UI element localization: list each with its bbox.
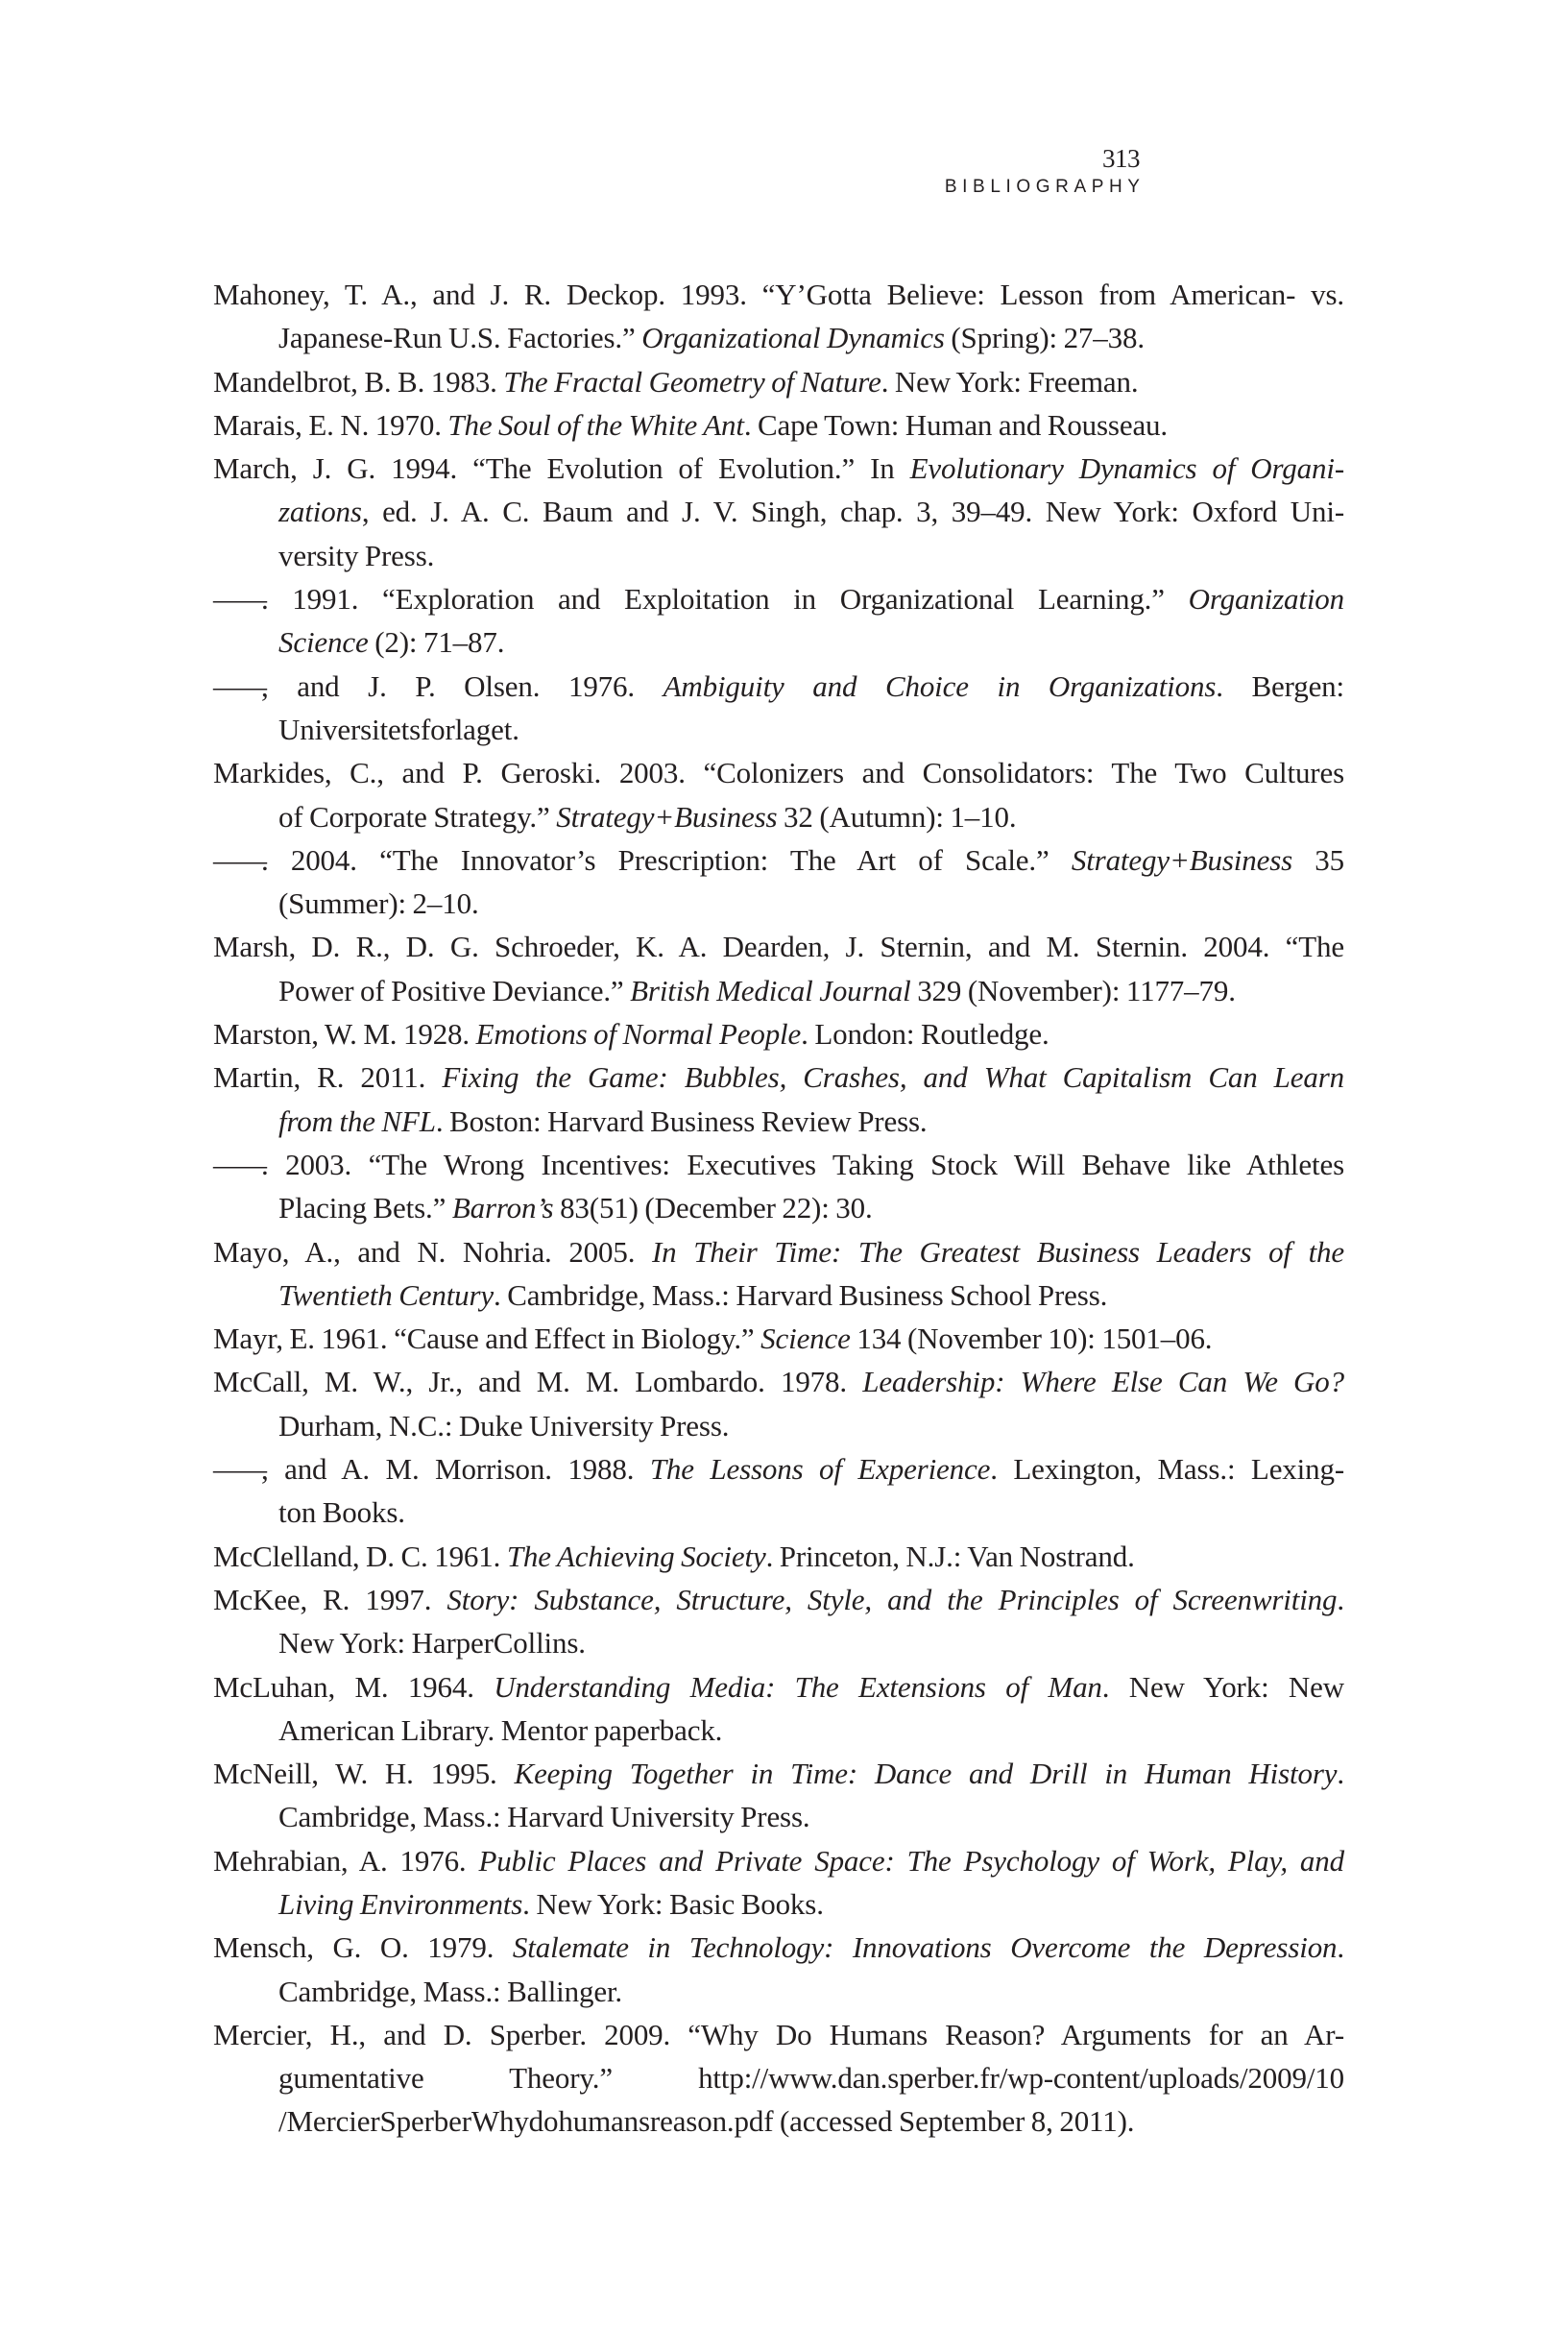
- entry-line: [213, 1012, 1344, 1055]
- entry-line: [213, 620, 1344, 664]
- title-italic: Strategy+Business: [556, 799, 778, 834]
- citation-text: Mayr, E. 1961. “Cause and Effect in Biology.”: [213, 1321, 761, 1356]
- entry-line: [213, 534, 1344, 577]
- citation-text: .: [1337, 1930, 1345, 1965]
- citation-text: Placing Bets.”: [278, 1191, 452, 1225]
- title-italic: Story: Substance, Structure, Style, and the Principles of Screenwriting: [446, 1582, 1338, 1616]
- entry-line: [213, 1100, 1344, 1143]
- bibliography-entry: [213, 1752, 1344, 1839]
- title-italic: Science: [760, 1321, 851, 1356]
- entry-line: [213, 1926, 1344, 1969]
- entry-line: [213, 708, 1344, 751]
- citation-text: .: [1337, 1582, 1344, 1616]
- page-number: 313: [1102, 144, 1140, 173]
- repeat-author-dash: ——: [213, 1452, 261, 1487]
- citation-text: Martin, R. 2011.: [213, 1060, 443, 1095]
- title-italic: Ambiguity and Choice in Organizations: [663, 668, 1217, 703]
- citation-text: . Cape Town: Human and Rousseau.: [743, 407, 1169, 442]
- citation-text: McNeill, W. H. 1995.: [213, 1757, 515, 1791]
- citation-text: Marsh, D. R., D. G. Schroeder, K. A. Dearden, J. Sternin, and M. Sternin. 2004. “The: [213, 930, 1344, 964]
- title-italic: Fixing the Game: Bubbles, Crashes, and What Capitalism Can Learn: [442, 1060, 1344, 1095]
- title-italic: Organization: [1188, 582, 1344, 617]
- entry-line: [213, 2013, 1344, 2056]
- citation-text: . 2003. “The Wrong Incentives: Executives Taking Stock Will Behave like Athletes: [261, 1147, 1344, 1181]
- entry-line: [213, 1491, 1344, 1534]
- entry-line: [213, 665, 1344, 708]
- bibliography-entry: [213, 1926, 1344, 2013]
- citation-text: . Boston: Harvard Business Review Press.: [435, 1103, 928, 1138]
- citation-text: Marais, E. N. 1970.: [213, 407, 448, 442]
- entry-line: [213, 1621, 1344, 1664]
- citation-text: /MercierSperberWhydohumansreason.pdf (accessed September 8, 2011).: [278, 2104, 1135, 2139]
- bibliography-entry: [213, 1447, 1344, 1535]
- bibliography-entry: [213, 838, 1344, 926]
- citation-text: versity Press.: [278, 538, 435, 572]
- bibliography-entry: [213, 1317, 1344, 1360]
- entry-line: [213, 490, 1344, 533]
- entry-line: [213, 1230, 1344, 1273]
- citation-text: McLuhan, M. 1964.: [213, 1669, 495, 1704]
- citation-text: . Bergen:: [1216, 668, 1344, 703]
- citation-text: , and J. P. Olsen. 1976.: [261, 668, 663, 703]
- entry-line: [213, 1447, 1344, 1491]
- repeat-author-dash: ——: [213, 1147, 261, 1181]
- citation-text: of Corporate Strategy.”: [278, 799, 557, 834]
- citation-text: , and A. M. Morrison. 1988.: [261, 1452, 650, 1487]
- title-italic: The Achieving Society: [506, 1539, 766, 1573]
- citation-text: March, J. G. 1994. “The Evolution of Evolution.” In: [213, 451, 910, 486]
- citation-text: McClelland, D. C. 1961.: [213, 1539, 507, 1573]
- citation-text: , ed. J. A. C. Baum and J. V. Singh, chap. 3, 39–49. New York: Oxford Uni-: [361, 495, 1344, 529]
- entry-line: [213, 1882, 1344, 1926]
- citation-text: . New York: Basic Books.: [522, 1886, 824, 1921]
- bibliography-entry: [213, 751, 1344, 838]
- citation-text: . Lexington, Mass.: Lexing-: [990, 1452, 1344, 1487]
- title-italic: Understanding Media: The Extensions of Man: [494, 1669, 1102, 1704]
- entry-line: [213, 751, 1344, 794]
- citation-text: Japanese-Run U.S. Factories.”: [278, 321, 642, 355]
- entry-line: [213, 1360, 1344, 1403]
- entry-line: [213, 1273, 1344, 1317]
- entry-line: [213, 316, 1344, 359]
- repeat-author-dash: ——: [213, 582, 261, 617]
- bibliography-entry: [213, 1230, 1344, 1318]
- bibliography-entry: [213, 1578, 1344, 1665]
- entry-line: [213, 795, 1344, 838]
- entry-line: [213, 1055, 1344, 1099]
- title-italic: Stalemate in Technology: Innovations Overcome the Depression: [512, 1930, 1338, 1965]
- citation-text: Power of Positive Deviance.”: [278, 973, 631, 1007]
- citation-text: . Cambridge, Mass.: Harvard Business School Press.: [494, 1277, 1108, 1312]
- citation-text: (2): 71–87.: [368, 625, 505, 660]
- citation-text: . New York: New: [1101, 1669, 1344, 1704]
- entry-line: [213, 1404, 1344, 1447]
- bibliography-list: [213, 273, 1344, 2144]
- title-italic: British Medical Journal: [630, 973, 911, 1007]
- citation-text: McKee, R. 1997.: [213, 1582, 447, 1616]
- repeat-author-dash: ——: [213, 842, 261, 877]
- entry-line: [213, 1143, 1344, 1186]
- title-italic: Twentieth Century: [278, 1277, 495, 1312]
- citation-text: Mercier, H., and D. Sperber. 2009. “Why Do Humans Reason? Arguments for an Ar-: [213, 2017, 1344, 2051]
- bibliography-entry: [213, 925, 1344, 1012]
- bibliography-entry: [213, 1839, 1344, 1927]
- citation-text: Markides, C., and P. Geroski. 2003. “Colonizers and Consolidators: The Two Cultures: [213, 756, 1344, 790]
- title-italic: Public Places and Private Space: The Psychology of Work, Play, and: [478, 1843, 1344, 1878]
- title-italic: The Fractal Geometry of Nature: [503, 364, 881, 399]
- entry-line: [213, 1970, 1344, 2013]
- running-head: [944, 144, 1146, 198]
- citation-text: Mayo, A., and N. Nohria. 2005.: [213, 1234, 652, 1269]
- entry-line: [213, 1578, 1344, 1621]
- citation-text: . 1991. “Exploration and Exploitation in Organizational Learning.”: [261, 582, 1189, 617]
- bibliography-entry: [213, 1143, 1344, 1230]
- title-italic: The Soul of the White Ant: [447, 407, 744, 442]
- entry-line: [213, 969, 1344, 1012]
- bibliography-entry: [213, 1665, 1344, 1753]
- citation-text: (Spring): 27–38.: [944, 321, 1145, 355]
- bibliography-entry: [213, 360, 1344, 403]
- citation-text: . New York: Freeman.: [880, 364, 1139, 399]
- entry-line: [213, 360, 1344, 403]
- entry-line: [213, 1752, 1344, 1795]
- title-italic: Living Environments: [278, 1886, 523, 1921]
- citation-text: Mandelbrot, B. B. 1983.: [213, 364, 504, 399]
- citation-text: Universitetsforlaget.: [278, 712, 519, 746]
- citation-text: American Library. Mentor paperback.: [278, 1712, 723, 1747]
- title-italic: Organizational Dynamics: [641, 321, 945, 355]
- entry-line: [213, 882, 1344, 925]
- entry-line: [213, 447, 1344, 490]
- bibliography-entry: [213, 1012, 1344, 1055]
- bibliography-entry: [213, 2013, 1344, 2144]
- citation-text: 329 (November): 1177–79.: [910, 973, 1236, 1007]
- bibliography-entry: [213, 1360, 1344, 1447]
- title-italic: Keeping Together in Time: Dance and Drill in Human History: [514, 1757, 1338, 1791]
- title-italic: Barron’s: [451, 1191, 554, 1225]
- title-italic: Evolutionary Dynamics of Organi-: [909, 451, 1344, 486]
- citation-text: 83(51) (December 22): 30.: [553, 1191, 873, 1225]
- citation-text: Mensch, G. O. 1979.: [213, 1930, 513, 1965]
- entry-line: [213, 1709, 1344, 1752]
- citation-text: Cambridge, Mass.: Ballinger.: [278, 1974, 623, 2008]
- citation-text: Mehrabian, A. 1976.: [213, 1843, 479, 1878]
- citation-text: McCall, M. W., Jr., and M. M. Lombardo. 1978.: [213, 1365, 863, 1399]
- entry-line: [213, 403, 1344, 447]
- citation-text: 32 (Autumn): 1–10.: [777, 799, 1017, 834]
- entry-line: [213, 1795, 1344, 1838]
- bibliography-entry: [213, 273, 1344, 360]
- title-italic: from the NFL: [278, 1103, 436, 1138]
- citation-text: Mahoney, T. A., and J. R. Deckop. 1993. “Y’Gotta Believe: Lesson from American- vs.: [213, 278, 1344, 311]
- entry-line: [213, 2099, 1344, 2143]
- citation-text: 134 (November 10): 1501–06.: [850, 1321, 1213, 1356]
- title-italic: In Their Time: The Greatest Business Leaders of the: [652, 1234, 1344, 1269]
- entry-line: [213, 838, 1344, 882]
- title-italic: The Lessons of Experience: [649, 1452, 991, 1487]
- bibliography-entry: [213, 403, 1344, 447]
- citation-text: .: [1337, 1757, 1344, 1791]
- title-italic: zations: [278, 495, 362, 529]
- citation-text: (Summer): 2–10.: [278, 886, 479, 921]
- title-italic: Leadership: Where Else Can We Go?: [862, 1365, 1344, 1399]
- citation-text: Marston, W. M. 1928.: [213, 1017, 476, 1052]
- repeat-author-dash: ——: [213, 668, 261, 703]
- title-italic: Emotions of Normal People: [475, 1017, 802, 1052]
- section-title: BIBLIOGRAPHY: [944, 177, 1146, 197]
- citation-text: . 2004. “The Innovator’s Prescription: The Art of Scale.”: [261, 842, 1072, 877]
- bibliography-entry: [213, 1535, 1344, 1578]
- citation-text: ton Books.: [278, 1495, 405, 1530]
- entry-line: [213, 1186, 1344, 1229]
- citation-text: . Princeton, N.J.: Van Nostrand.: [765, 1539, 1135, 1573]
- bibliography-entry: [213, 577, 1344, 665]
- entry-line: [213, 1535, 1344, 1578]
- bibliography-entry: [213, 665, 1344, 752]
- title-italic: Strategy+Business: [1071, 842, 1293, 877]
- entry-line: [213, 1665, 1344, 1709]
- citation-text: . London: Routledge.: [801, 1017, 1049, 1052]
- title-italic: Science: [278, 625, 369, 660]
- citation-text: Cambridge, Mass.: Harvard University Press.: [278, 1800, 810, 1834]
- entry-line: [213, 1839, 1344, 1882]
- entry-line: [213, 273, 1344, 316]
- citation-text: New York: HarperCollins.: [278, 1626, 586, 1661]
- entry-line: [213, 1317, 1344, 1360]
- bibliography-entry: [213, 447, 1344, 577]
- entry-line: [213, 925, 1344, 968]
- entry-line: [213, 577, 1344, 620]
- citation-text: gumentative Theory.” http://www.dan.sperber.fr/wp-content/uploads/2009/10: [278, 2061, 1344, 2096]
- citation-text: Durham, N.C.: Duke University Press.: [278, 1408, 730, 1443]
- entry-line: [213, 2056, 1344, 2099]
- bibliography-entry: [213, 1055, 1344, 1143]
- citation-text: 35: [1292, 842, 1344, 877]
